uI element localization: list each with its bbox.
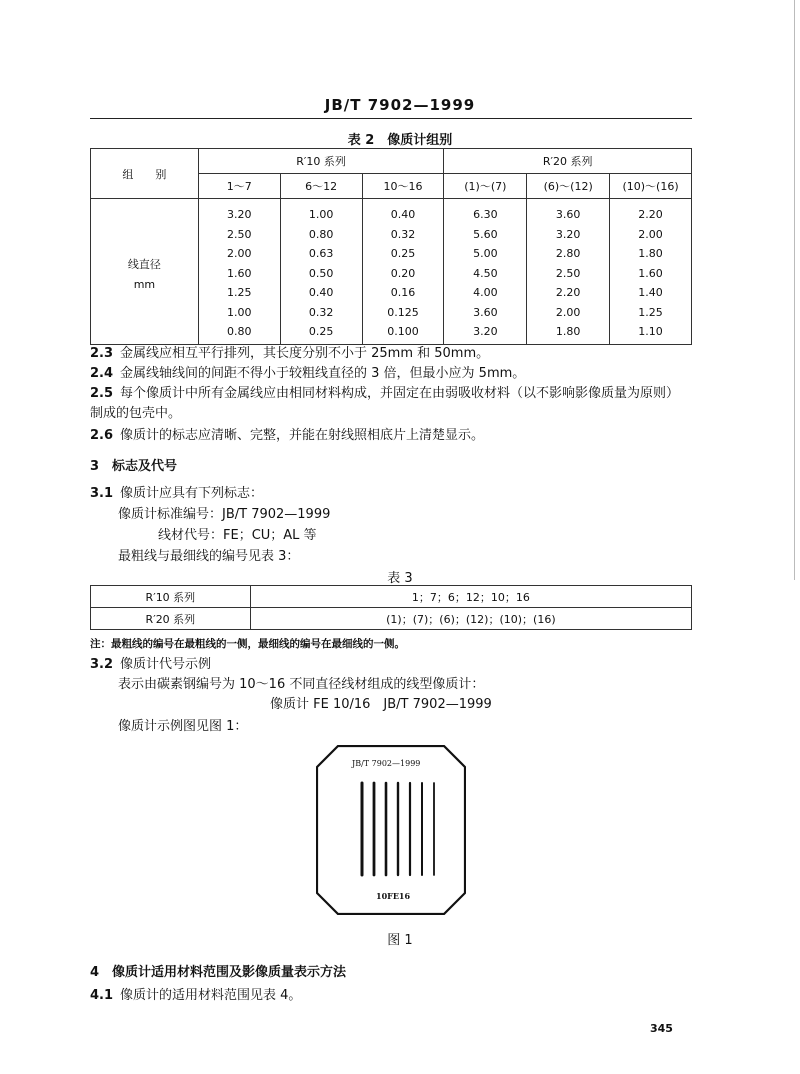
table-cell-value: 0.20 [390,266,416,280]
table3-value: (1)；(7)；(6)；(12)；(10)；(16) [250,608,691,630]
table-cell-value: 0.80 [308,227,334,241]
clause-3-2: 3.2 像质计代号示例 [90,657,212,672]
table-cell-value: 1.40 [638,286,663,299]
table3-value: 1；7；6；12；10；16 [250,586,691,608]
group-col-header: (1)～(7) [444,174,527,199]
scan-edge-line [794,0,795,580]
section-4-heading: 4 像质计适用材料范围及影像质量表示方法 [90,965,347,980]
table-cell-value: 2.00 [226,247,252,260]
table-cell-value: 3.20 [226,208,252,221]
clause-3-1: 3.1 像质计应具有下列标志： [90,486,264,501]
table-cell-value: 0.25 [390,247,416,260]
table-cell-value: 1.60 [638,266,663,280]
table3-wire-numbers [90,585,692,630]
table2-caption: 表 2 像质计组别 [347,133,453,148]
example-description: 表示由碳素钢编号为 10～16 不同直径线材组成的线型像质计： [118,677,485,692]
table-cell-value: 0.100 [387,325,419,338]
table-cell-value: 0.40 [390,208,416,221]
table3-caption: 表 3 [387,571,413,586]
page-number: 345 [650,1022,673,1035]
group-col-header: (6)～(12) [527,174,610,199]
table-cell-value: 4.00 [473,286,498,299]
table-cell-value: 0.125 [387,305,419,319]
wire-diameter-unit: mm [133,277,156,291]
table-cell-value: 0.80 [226,325,252,338]
clause-2-6: 2.6 像质计的标志应清晰、完整，并能在射线照相底片上清楚显示。 [90,428,485,443]
table2-column [610,199,692,345]
table-cell-value: 4.50 [473,266,498,280]
wire-diameter-label [91,199,199,345]
iqi-figure [316,745,466,915]
table2-column [280,199,362,345]
iqi-wire-label: 10FE16 [376,891,411,901]
table-cell-value: 1.25 [638,305,663,319]
table-cell-value: 2.00 [555,305,581,319]
table-cell-value: 2.50 [555,266,581,280]
table2-column [362,199,444,345]
document-header: JB/T 7902—1999 [324,96,476,114]
table3-label: R′20 系列 [91,608,251,630]
table-cell-value: 0.32 [390,227,416,241]
table-cell-value: 0.50 [308,266,334,280]
r20-series-header: R′20 系列 [444,149,692,174]
table-cell-value: 1.10 [638,325,663,338]
mark-line-table3-ref: 最粗线与最细线的编号见表 3： [118,549,300,564]
mark-line-material: 线材代号：FE；CU；AL 等 [158,528,317,543]
table-cell-value: 0.40 [308,286,334,299]
r10-series-header: R′10 系列 [198,149,444,174]
table3-label: R′10 系列 [91,586,251,608]
table3-note: 注：最粗线的编号在最粗线的一侧，最细线的编号在最细线的一侧。 [90,638,405,650]
wire-diameter-text: 线直径 [127,257,161,271]
header-rule [90,118,692,119]
table-cell-value: 1.00 [226,305,252,319]
table-row [91,586,692,608]
figure-reference: 像质计示例图见图 1： [118,719,248,734]
clause-list [90,345,700,447]
mark-line-standard: 像质计标准编号：JB/T 7902—1999 [118,507,331,522]
group-col-header: (10)～(16) [610,174,692,199]
group-col-header: 6～12 [280,174,362,199]
table2-column [198,199,280,345]
table-cell-value: 5.00 [473,247,498,260]
section-3-heading: 3 标志及代号 [90,459,178,474]
table2-column [444,199,527,345]
table-cell-value: 1.25 [226,286,252,299]
table-cell-value: 2.50 [226,227,252,241]
table-cell-value: 3.60 [555,208,581,221]
clause-2-4: 2.4 金属线轴线间的间距不得小于较粗线直径的 3 倍，但最小应为 5mm。 [90,366,526,381]
clause-2-5-cont: 制成的包壳中。 [90,406,182,421]
figure-caption: 图 1 [387,933,413,948]
table-cell-value: 3.20 [473,325,498,338]
table-cell-value: 2.00 [638,227,663,241]
table-cell-value: 1.60 [226,266,252,280]
table-cell-value: 1.80 [555,325,581,338]
group-col-header: 1～7 [198,174,280,199]
table-cell-value: 0.16 [390,286,416,299]
table-cell-value: 3.60 [473,305,498,319]
clause-2-3: 2.3 金属线应相互平行排列，其长度分别不小于 25mm 和 50mm。 [90,346,490,361]
iqi-standard-label: JB/T 7902—1999 [352,759,421,768]
clause-4-1: 4.1 像质计的适用材料范围见表 4。 [90,988,302,1003]
table-cell-value: 1.00 [308,208,334,221]
table-cell-value: 2.20 [555,286,581,299]
table-cell-value: 6.30 [473,208,498,221]
table-row [91,608,692,630]
example-designation: 像质计 FE 10/16 JB/T 7902—1999 [270,697,492,712]
table-cell-value: 2.80 [555,247,581,260]
clause-2-5: 2.5 每个像质计中所有金属线应由相同材料构成，并固定在由弱吸收材料（以不影响影像质量为原则） [90,386,680,401]
table-cell-value: 1.80 [638,247,663,260]
table-cell-value: 3.20 [555,227,581,241]
table-cell-value: 0.63 [308,247,334,260]
table2-wire-groups [90,148,692,345]
table-cell-value: 0.32 [308,305,334,319]
group-header-cell: 组 别 [91,149,199,199]
table-cell-value: 0.25 [308,325,334,338]
iqi-drawing [316,745,466,915]
table-cell-value: 5.60 [473,227,498,241]
group-col-header: 10～16 [362,174,444,199]
table2-column [527,199,610,345]
table-cell-value: 2.20 [638,208,663,221]
